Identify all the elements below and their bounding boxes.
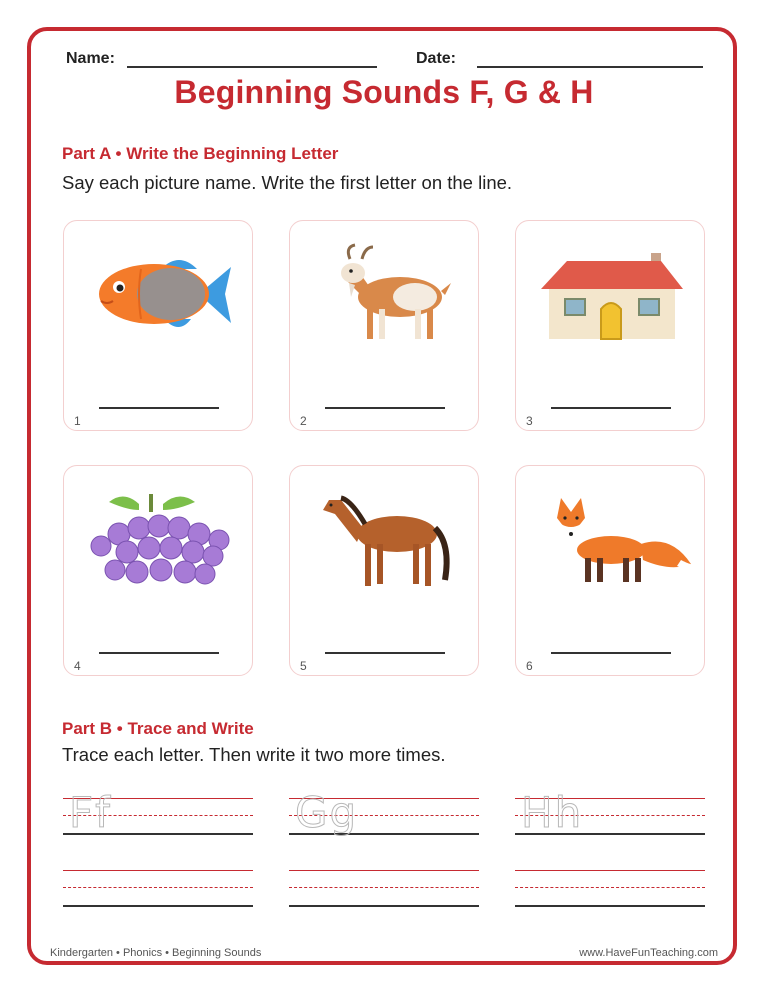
card-number: 5 [300,659,307,673]
trace-lines[interactable] [515,788,705,844]
part-a-label: Part A • Write the Beginning Letter [62,144,339,163]
goat-picture [305,239,465,349]
fox-picture [531,484,691,594]
write-lines[interactable] [289,870,479,916]
picture-card [289,220,479,431]
answer-line[interactable] [551,407,671,409]
trace-letter-ff: Ff [69,788,112,837]
write-lines[interactable] [63,870,253,916]
part-b-instructions: Trace each letter. Then write it two more times. [62,744,446,765]
answer-line[interactable] [99,652,219,654]
horse-picture [305,484,465,594]
trace-lines[interactable] [63,788,253,844]
picture-card [63,465,253,676]
grapes-picture [79,484,239,594]
picture-card [515,220,705,431]
card-number: 2 [300,414,307,428]
trace-lines[interactable] [289,788,479,844]
house-picture [531,239,691,349]
card-number: 6 [526,659,533,673]
card-number: 4 [74,659,81,673]
name-field[interactable] [127,66,377,68]
page-title: Beginning Sounds F, G & H [174,74,594,110]
picture-card [63,220,253,431]
part-a-instructions: Say each picture name. Write the first letter on the line. [62,172,513,193]
trace-letter-hh: Hh [521,788,584,837]
answer-line[interactable] [551,652,671,654]
part-b-label: Part B • Trace and Write [62,719,254,738]
footer-website: www.HaveFunTeaching.com [579,947,718,959]
footer-breadcrumb: Kindergarten • Phonics • Beginning Sounds [50,947,262,959]
date-field[interactable] [477,66,703,68]
answer-line[interactable] [325,407,445,409]
name-label: Name: [66,50,115,67]
write-lines[interactable] [515,870,705,916]
answer-line[interactable] [325,652,445,654]
card-number: 1 [74,414,81,428]
card-number: 3 [526,414,533,428]
answer-line[interactable] [99,407,219,409]
picture-card [515,465,705,676]
date-label: Date: [416,50,457,67]
picture-card [289,465,479,676]
trace-letter-gg: Gg [295,788,359,837]
fish-picture [79,239,239,349]
